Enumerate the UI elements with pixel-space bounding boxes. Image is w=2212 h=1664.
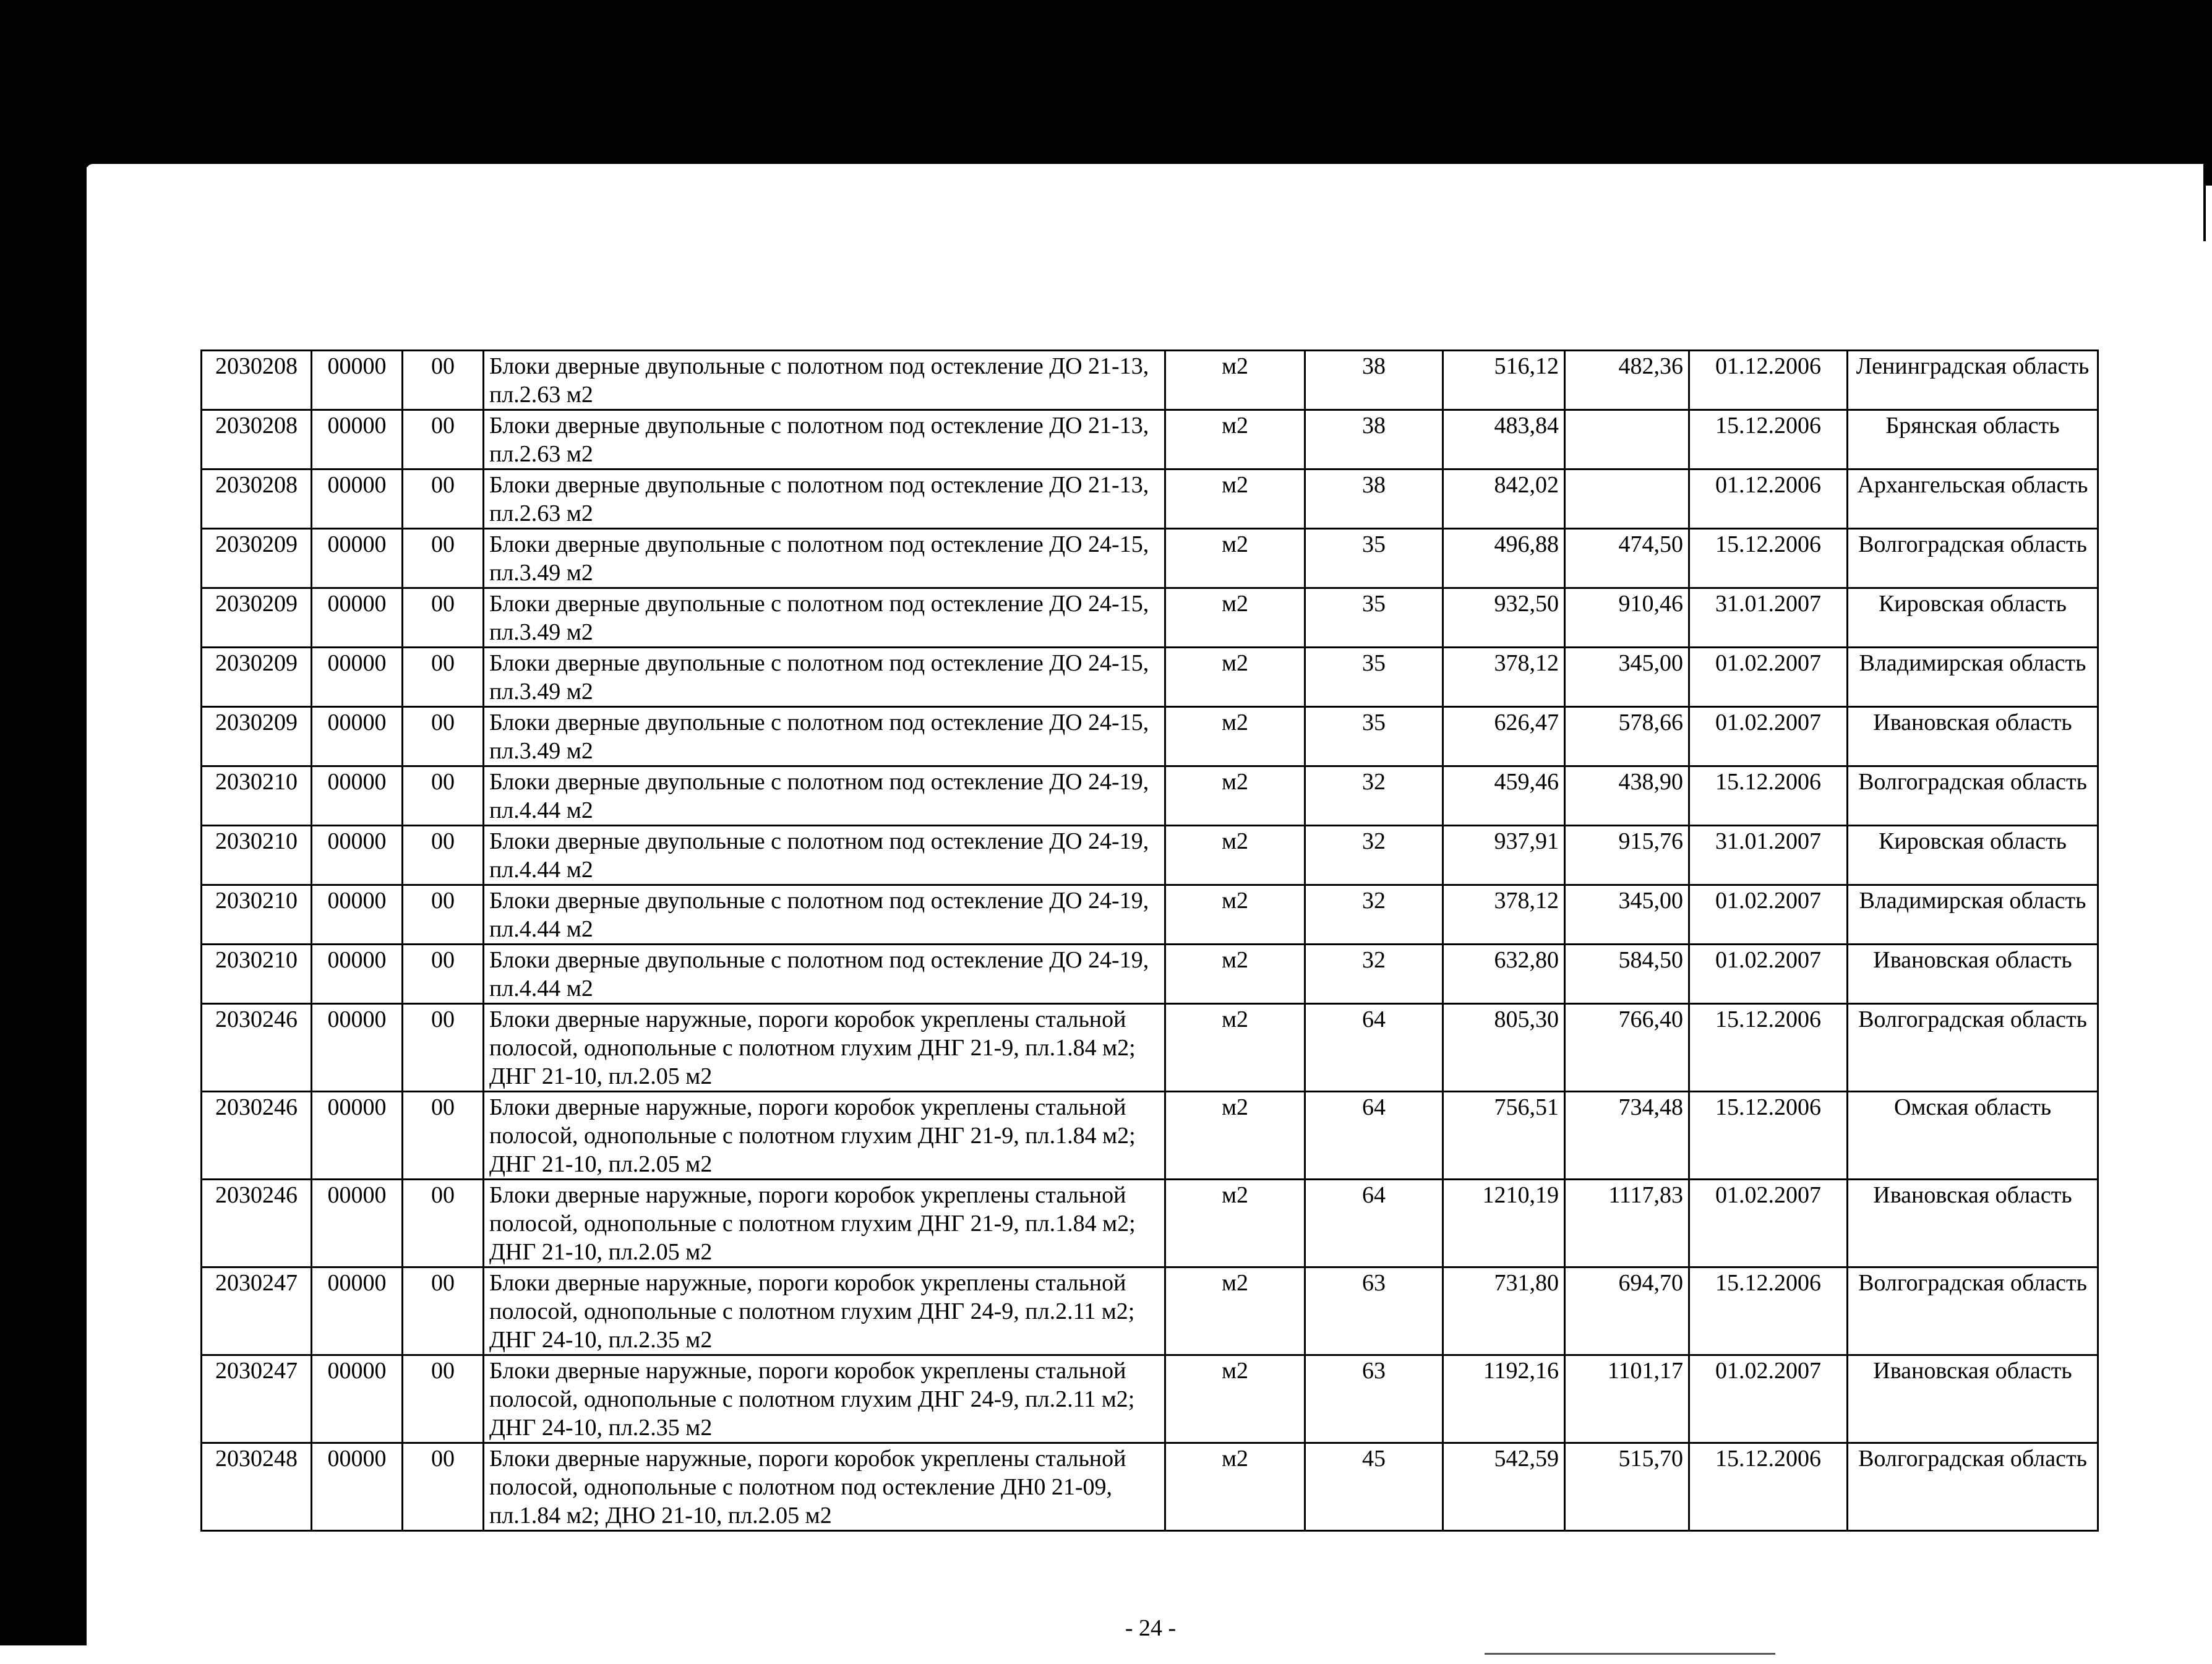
cell-suffix: 00 [403,1092,484,1180]
cell-price: 842,02 [1443,470,1565,529]
cell-description: Блоки дверные двупольные с полотном под остекление ДО 24-19, пл.4.44 м2 [484,885,1165,945]
table-row [202,529,2098,588]
cell-price-2: 578,66 [1565,707,1689,766]
cell-price-2 [1565,410,1689,470]
cell-code: 2030209 [202,588,312,648]
cell-unit: м2 [1165,1355,1305,1443]
cell-description: Блоки дверные двупольные с полотном под остекление ДО 24-19, пл.4.44 м2 [484,945,1165,1004]
table-row [202,1092,2098,1180]
cell-subcode: 00000 [312,588,403,648]
cell-suffix: 00 [403,1355,484,1443]
cell-description: Блоки дверные двупольные с полотном под остекление ДО 24-19, пл.4.44 м2 [484,826,1165,885]
table-row [202,410,2098,470]
cell-description: Блоки дверные двупольные с полотном под остекление ДО 21-13, пл.2.63 м2 [484,410,1165,470]
cell-date: 31.01.2007 [1689,588,1848,648]
cell-description: Блоки дверные наружные, пороги коробок укреплены стальной полосой, однопольные с полотном глухим ДНГ 24-9, пл.2.11 м2; ДНГ 24-10, пл.2.35 м2 [484,1355,1165,1443]
cell-code: 2030248 [202,1443,312,1531]
table-row [202,1267,2098,1355]
cell-quantity: 32 [1305,885,1443,945]
cell-price-2: 734,48 [1565,1092,1689,1180]
cell-description: Блоки дверные двупольные с полотном под остекление ДО 21-13, пл.2.63 м2 [484,470,1165,529]
cell-code: 2030246 [202,1180,312,1267]
cell-price: 731,80 [1443,1267,1565,1355]
cell-price: 496,88 [1443,529,1565,588]
table-row [202,1004,2098,1092]
cell-subcode: 00000 [312,885,403,945]
cell-region: Волгоградская область [1848,1267,2098,1355]
cell-price: 932,50 [1443,588,1565,648]
cell-subcode: 00000 [312,1180,403,1267]
cell-subcode: 00000 [312,766,403,826]
cell-price-2: 910,46 [1565,588,1689,648]
cell-description: Блоки дверные двупольные с полотном под остекление ДО 21-13, пл.2.63 м2 [484,351,1165,410]
cell-quantity: 32 [1305,945,1443,1004]
cell-date: 31.01.2007 [1689,826,1848,885]
cell-price-2: 474,50 [1565,529,1689,588]
cell-date: 01.12.2006 [1689,351,1848,410]
cell-suffix: 00 [403,885,484,945]
cell-date: 15.12.2006 [1689,766,1848,826]
cell-quantity: 63 [1305,1267,1443,1355]
cell-unit: м2 [1165,1267,1305,1355]
cell-region: Архангельская область [1848,470,2098,529]
price-table [200,350,2099,1532]
cell-date: 01.02.2007 [1689,1355,1848,1443]
table-row [202,351,2098,410]
cell-suffix: 00 [403,1180,484,1267]
cell-quantity: 35 [1305,529,1443,588]
cell-subcode: 00000 [312,1355,403,1443]
cell-code: 2030209 [202,648,312,707]
cell-subcode: 00000 [312,707,403,766]
cell-subcode: 00000 [312,470,403,529]
cell-price: 805,30 [1443,1004,1565,1092]
cell-code: 2030208 [202,410,312,470]
cell-quantity: 32 [1305,826,1443,885]
cell-date: 01.02.2007 [1689,1180,1848,1267]
cell-code: 2030209 [202,707,312,766]
cell-price: 632,80 [1443,945,1565,1004]
cell-region: Ивановская область [1848,945,2098,1004]
table-row [202,1180,2098,1267]
cell-description: Блоки дверные двупольные с полотном под остекление ДО 24-15, пл.3.49 м2 [484,529,1165,588]
cell-price-2: 1117,83 [1565,1180,1689,1267]
table-row [202,885,2098,945]
cell-quantity: 45 [1305,1443,1443,1531]
cell-price-2 [1565,470,1689,529]
cell-region: Ивановская область [1848,707,2098,766]
cell-date: 15.12.2006 [1689,410,1848,470]
cell-suffix: 00 [403,1004,484,1092]
cell-region: Ивановская область [1848,1180,2098,1267]
cell-subcode: 00000 [312,351,403,410]
cell-region: Волгоградская область [1848,1004,2098,1092]
cell-quantity: 35 [1305,648,1443,707]
footer-rule [1485,1653,1775,1655]
cell-price: 937,91 [1443,826,1565,885]
cell-unit: м2 [1165,1092,1305,1180]
cell-date: 15.12.2006 [1689,1443,1848,1531]
cell-code: 2030246 [202,1004,312,1092]
table-row [202,648,2098,707]
cell-code: 2030210 [202,885,312,945]
cell-price: 378,12 [1443,648,1565,707]
cell-region: Кировская область [1848,588,2098,648]
table-row [202,707,2098,766]
cell-code: 2030247 [202,1267,312,1355]
cell-date: 01.02.2007 [1689,707,1848,766]
cell-subcode: 00000 [312,826,403,885]
cell-unit: м2 [1165,1443,1305,1531]
cell-price-2: 766,40 [1565,1004,1689,1092]
cell-quantity: 38 [1305,470,1443,529]
cell-date: 15.12.2006 [1689,1004,1848,1092]
cell-code: 2030246 [202,1092,312,1180]
cell-unit: м2 [1165,351,1305,410]
cell-region: Волгоградская область [1848,1443,2098,1531]
cell-suffix: 00 [403,470,484,529]
cell-subcode: 00000 [312,529,403,588]
table-row [202,766,2098,826]
cell-quantity: 38 [1305,351,1443,410]
cell-subcode: 00000 [312,1267,403,1355]
cell-code: 2030208 [202,351,312,410]
cell-unit: м2 [1165,410,1305,470]
cell-code: 2030247 [202,1355,312,1443]
cell-quantity: 64 [1305,1004,1443,1092]
cell-price-2: 438,90 [1565,766,1689,826]
cell-price-2: 515,70 [1565,1443,1689,1531]
cell-suffix: 00 [403,410,484,470]
cell-price: 626,47 [1443,707,1565,766]
cell-code: 2030210 [202,826,312,885]
cell-date: 15.12.2006 [1689,529,1848,588]
table-row [202,1355,2098,1443]
cell-suffix: 00 [403,529,484,588]
cell-code: 2030210 [202,766,312,826]
cell-date: 15.12.2006 [1689,1267,1848,1355]
cell-price-2: 482,36 [1565,351,1689,410]
cell-date: 01.12.2006 [1689,470,1848,529]
cell-suffix: 00 [403,351,484,410]
cell-description: Блоки дверные двупольные с полотном под остекление ДО 24-15, пл.3.49 м2 [484,648,1165,707]
cell-price: 1210,19 [1443,1180,1565,1267]
cell-price: 459,46 [1443,766,1565,826]
cell-region: Кировская область [1848,826,2098,885]
cell-date: 01.02.2007 [1689,945,1848,1004]
table-row [202,470,2098,529]
cell-suffix: 00 [403,707,484,766]
cell-region: Волгоградская область [1848,529,2098,588]
cell-code: 2030209 [202,529,312,588]
cell-region: Волгоградская область [1848,766,2098,826]
cell-price-2: 345,00 [1565,648,1689,707]
cell-quantity: 63 [1305,1355,1443,1443]
cell-description: Блоки дверные двупольные с полотном под остекление ДО 24-15, пл.3.49 м2 [484,588,1165,648]
cell-subcode: 00000 [312,1443,403,1531]
cell-price-2: 915,76 [1565,826,1689,885]
cell-unit: м2 [1165,648,1305,707]
cell-code: 2030210 [202,945,312,1004]
table-row [202,1443,2098,1531]
cell-price-2: 584,50 [1565,945,1689,1004]
cell-suffix: 00 [403,648,484,707]
cell-price-2: 345,00 [1565,885,1689,945]
cell-quantity: 35 [1305,588,1443,648]
cell-price: 542,59 [1443,1443,1565,1531]
table-row [202,826,2098,885]
cell-suffix: 00 [403,1267,484,1355]
cell-subcode: 00000 [312,410,403,470]
cell-description: Блоки дверные наружные, пороги коробок укреплены стальной полосой, однопольные с полотном глухим ДНГ 21-9, пл.1.84 м2; ДНГ 21-10, пл.2.05 м2 [484,1004,1165,1092]
cell-unit: м2 [1165,588,1305,648]
cell-description: Блоки дверные наружные, пороги коробок укреплены стальной полосой, однопольные с полотном глухим ДНГ 21-9, пл.1.84 м2; ДНГ 21-10, пл.2.05 м2 [484,1092,1165,1180]
page-number: - 24 - [1125,1615,1177,1641]
cell-description: Блоки дверные наружные, пороги коробок укреплены стальной полосой, однопольные с полотном глухим ДНГ 24-9, пл.2.11 м2; ДНГ 24-10, пл.2.35 м2 [484,1267,1165,1355]
cell-region: Владимирская область [1848,885,2098,945]
cell-price-2: 694,70 [1565,1267,1689,1355]
cell-unit: м2 [1165,885,1305,945]
cell-region: Ленинградская область [1848,351,2098,410]
scan-dark-top-border [0,0,2212,167]
cell-price-2: 1101,17 [1565,1355,1689,1443]
cell-quantity: 35 [1305,707,1443,766]
cell-description: Блоки дверные наружные, пороги коробок укреплены стальной полосой, однопольные с полотном глухим ДНГ 21-9, пл.1.84 м2; ДНГ 21-10, пл.2.05 м2 [484,1180,1165,1267]
cell-quantity: 38 [1305,410,1443,470]
cell-unit: м2 [1165,529,1305,588]
cell-suffix: 00 [403,826,484,885]
cell-subcode: 00000 [312,1004,403,1092]
cell-price: 516,12 [1443,351,1565,410]
cell-price: 1192,16 [1443,1355,1565,1443]
cell-date: 15.12.2006 [1689,1092,1848,1180]
cell-unit: м2 [1165,945,1305,1004]
cell-quantity: 32 [1305,766,1443,826]
scan-dark-left-border [0,0,87,1645]
cell-description: Блоки дверные наружные, пороги коробок укреплены стальной полосой, однопольные с полотном под остекление ДН0 21-09, пл.1.84 м2; ДНО 21-10, пл.2.05 м2 [484,1443,1165,1531]
cell-suffix: 00 [403,588,484,648]
cell-suffix: 00 [403,1443,484,1531]
cell-price: 378,12 [1443,885,1565,945]
cell-code: 2030208 [202,470,312,529]
cell-region: Ивановская область [1848,1355,2098,1443]
cell-unit: м2 [1165,1180,1305,1267]
table-row [202,588,2098,648]
cell-suffix: 00 [403,766,484,826]
cell-unit: м2 [1165,1004,1305,1092]
cell-subcode: 00000 [312,648,403,707]
cell-region: Брянская область [1848,410,2098,470]
scan-dark-right-border [2203,0,2212,186]
cell-region: Владимирская область [1848,648,2098,707]
cell-unit: м2 [1165,826,1305,885]
cell-subcode: 00000 [312,945,403,1004]
cell-price: 756,51 [1443,1092,1565,1180]
cell-subcode: 00000 [312,1092,403,1180]
cell-price: 483,84 [1443,410,1565,470]
cell-description: Блоки дверные двупольные с полотном под остекление ДО 24-19, пл.4.44 м2 [484,766,1165,826]
cell-quantity: 64 [1305,1092,1443,1180]
cell-unit: м2 [1165,707,1305,766]
cell-quantity: 64 [1305,1180,1443,1267]
cell-suffix: 00 [403,945,484,1004]
cell-unit: м2 [1165,766,1305,826]
cell-region: Омская область [1848,1092,2098,1180]
cell-date: 01.02.2007 [1689,648,1848,707]
table-row [202,945,2098,1004]
cell-unit: м2 [1165,470,1305,529]
cell-date: 01.02.2007 [1689,885,1848,945]
table-body [202,351,2098,1531]
cell-description: Блоки дверные двупольные с полотном под остекление ДО 24-15, пл.3.49 м2 [484,707,1165,766]
